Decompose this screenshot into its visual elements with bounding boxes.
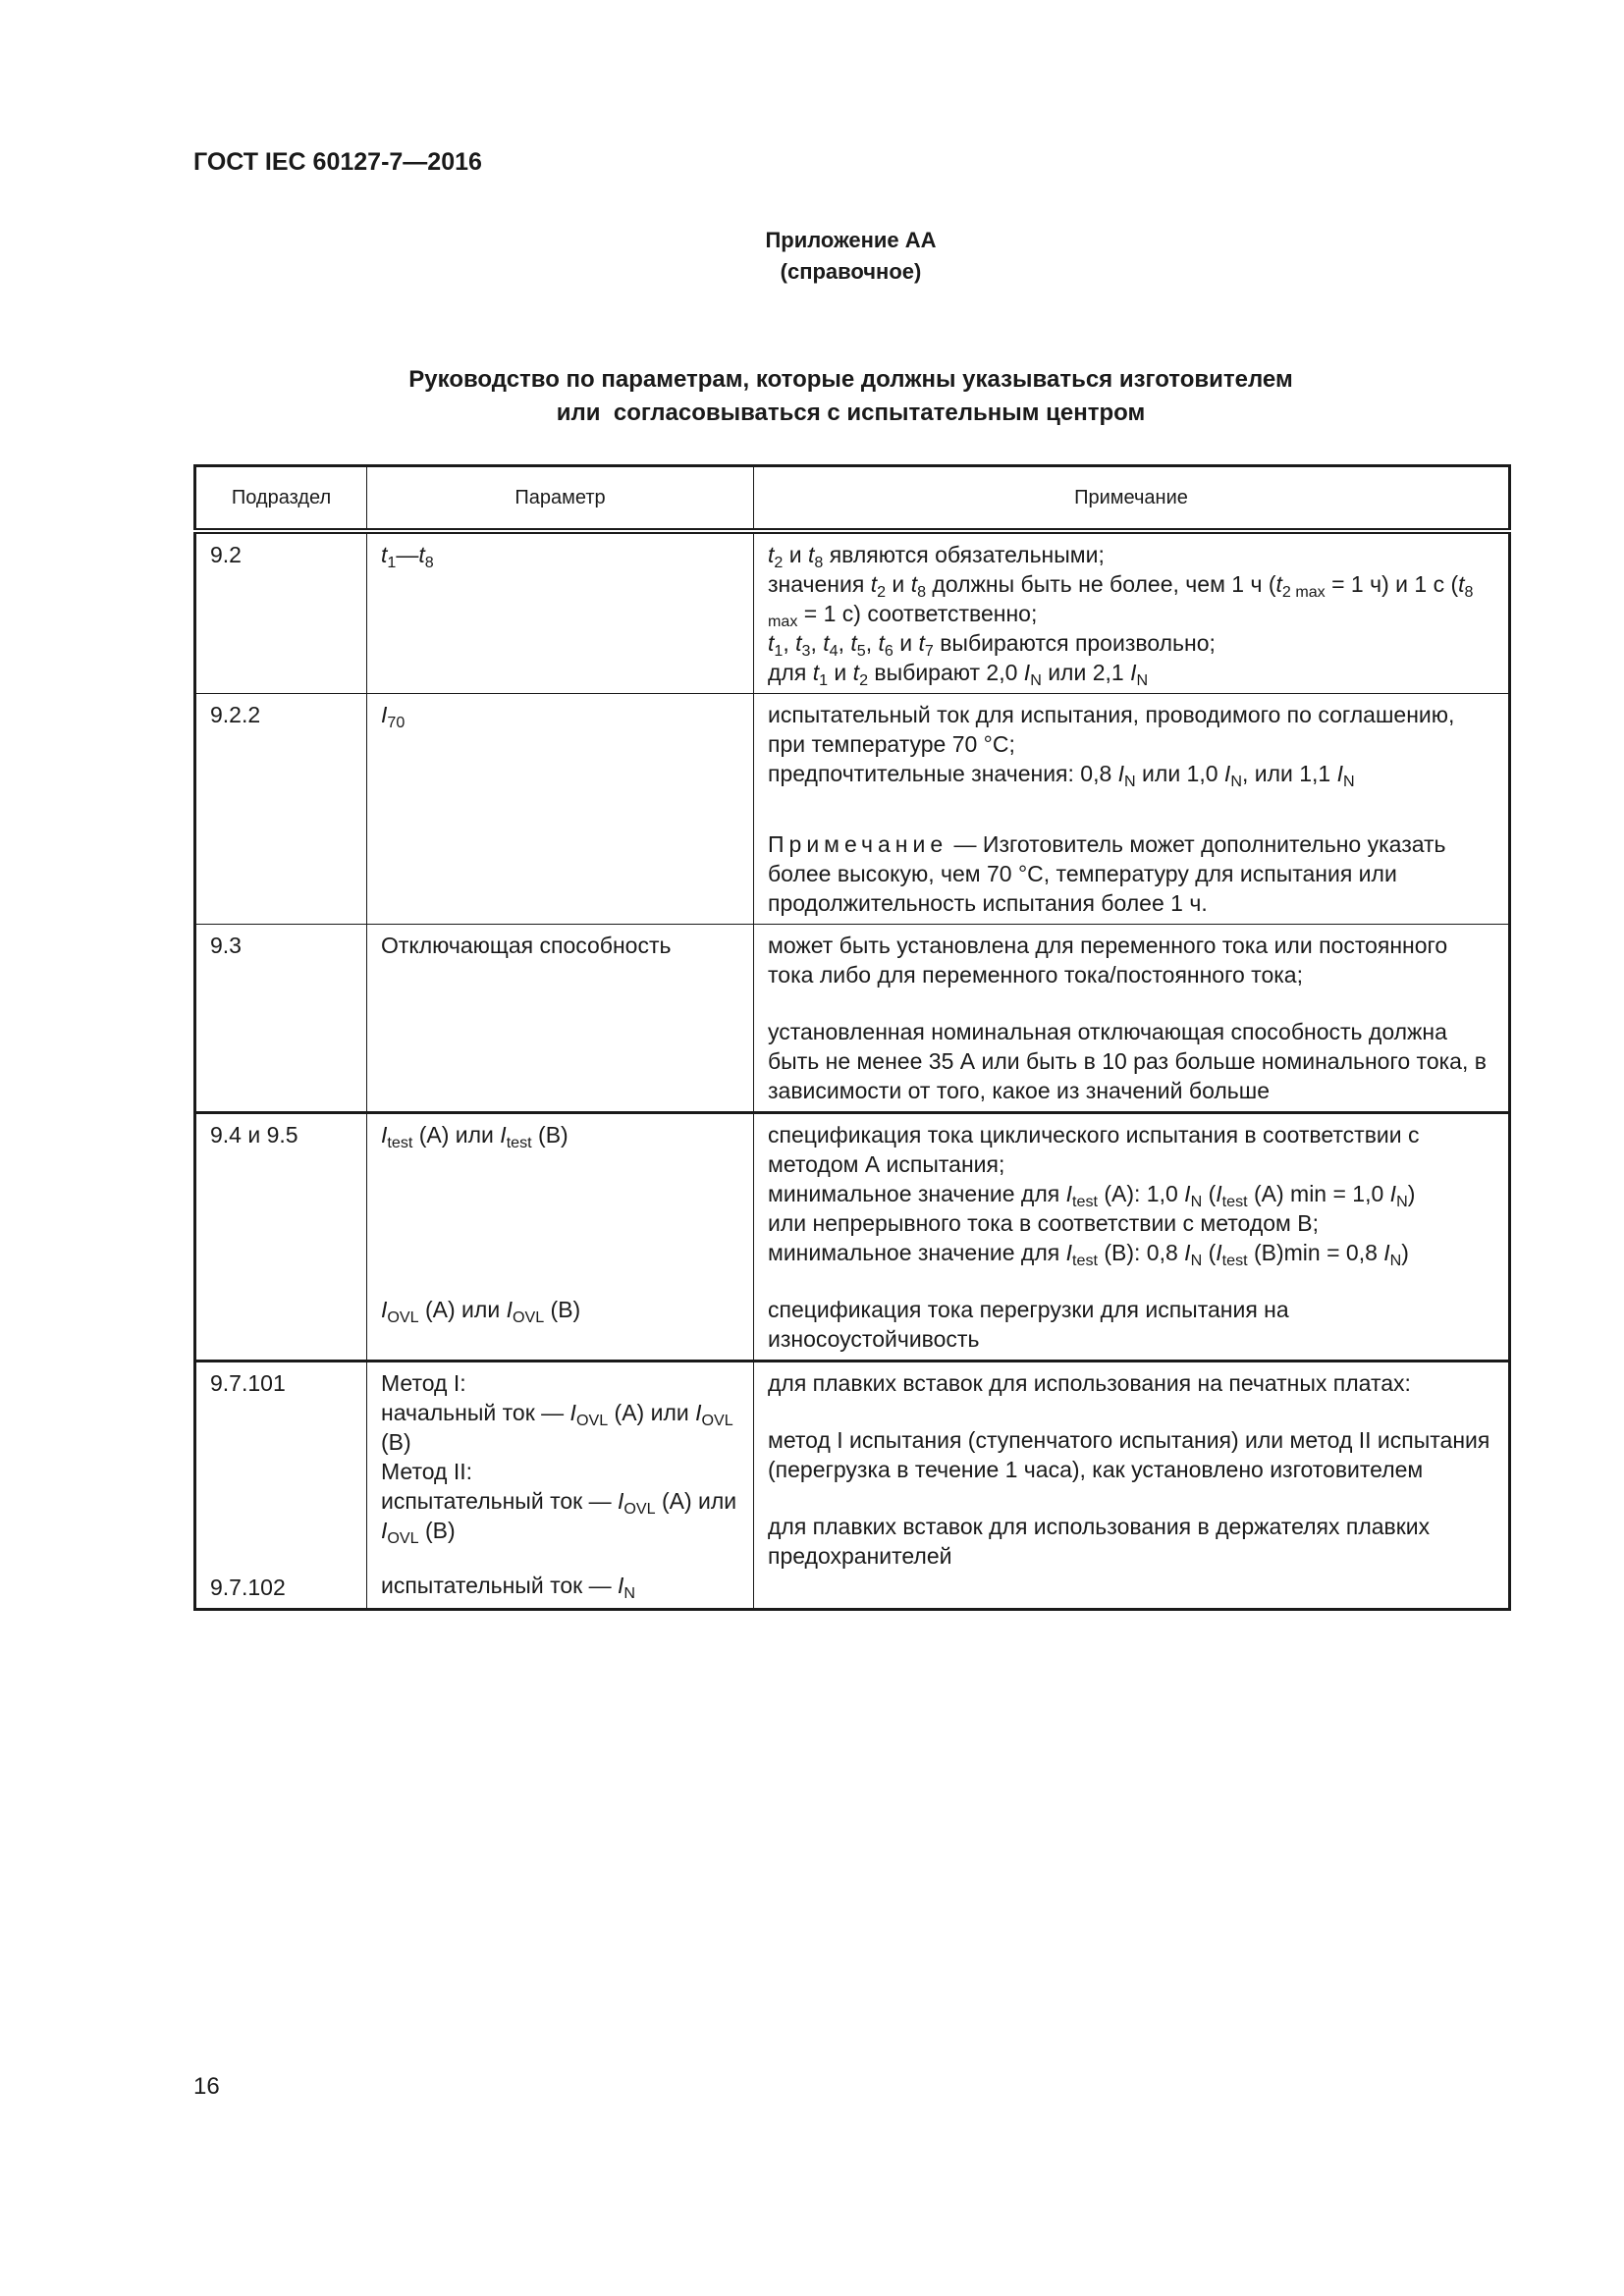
note-line: значения $t_2$ и $t_8$ должны быть не более, чем 1 ч ($t_{2 max} = 1$ ч) и 1 с ($t_{8 max} = 1$ с) соответственно; [768,571,1474,630]
note-line: минимальное значение для $I_{test}$ (A): 1,0 $I_N$ ($I_{test}$ (A) min = 1,0 $I_N$) [768,1181,1416,1210]
remark-text: — Изготовитель может дополнительно указать более высокую, чем 70 °С, температуру для испытания или продолжительность испытания более 1 ч. [768,831,1446,916]
title-line-1: Руководство по параметрам, которые должны указываться изготовителем [408,366,1293,393]
header-subsection: Подраздел [195,466,367,532]
row-parameter [367,694,754,925]
table-row [195,925,1510,1113]
subsection-a: 9.7.101 [210,1370,286,1396]
table-row [195,1113,1510,1362]
param-line: Метод I: [381,1370,466,1396]
row-note [754,531,1510,694]
note-paragraph: спецификация тока перегрузки для испытания на износоустойчивость [768,1297,1289,1352]
appendix-label: Приложение АА [765,228,937,252]
table-row [195,531,1510,694]
note-line: $t_1$, $t_3$, $t_4$, $t_5$, $t_6$ и $t_7$ выбираются произвольно; [768,630,1216,660]
note-paragraph: может быть установлена для переменного тока или постоянного тока либо для переменного тока/постоянного тока; [768,933,1448,988]
row-subsection [195,1362,367,1610]
note-line: или непрерывного тока в соответствии с методом В; [768,1210,1319,1236]
note-paragraph: для плавких вставок для использования на печатных платах: [768,1370,1411,1396]
note-line: для $t_1$ и $t_2$ выбирают 2,0 $I_N$ или 2,1 $I_N$ [768,660,1149,689]
table-row [195,1362,1510,1610]
remark-label: Примечание [768,831,948,857]
parameters-table [193,464,1511,1611]
appendix-type: (справочное) [780,259,922,284]
remark [768,829,1494,918]
header-note: Примечание [754,466,1510,532]
page-number: 16 [193,2073,220,2100]
param-line: начальный ток — $I_{OVL}$ (A) или $I_{OVL}$ (B) [381,1400,733,1455]
row-subsection: 9.4 и 9.5 [195,1113,367,1362]
note-line: спецификация тока циклического испытания в соответствии с методом А испытания; [768,1122,1420,1177]
document-id: ГОСТ IEC 60127-7—2016 [193,148,482,176]
table-header-row [195,466,1510,532]
param-line: испытательный ток — $I_N$ [381,1573,635,1602]
row-note [754,1113,1510,1362]
table-row [195,694,1510,925]
param-formula: $I_{OVL}$ (A) или $I_{OVL}$ (B) [381,1297,581,1326]
row-subsection: 9.2.2 [195,694,367,925]
row-note [754,1362,1510,1610]
row-note [754,694,1510,925]
row-parameter [367,1113,754,1362]
appendix-heading [0,225,1624,288]
note-paragraph: метод I испытания (ступенчатого испытания) или метод II испытания (перегрузка в течение 1 часа), как установлено изготовителем [768,1427,1490,1482]
param-formula: $I_{test}$ (A) или $I_{test}$ (B) [381,1122,568,1151]
note-paragraph: для плавких вставок для использования в держателях плавких предохранителей [768,1514,1431,1569]
note-line: предпочтительные значения: 0,8 $I_N$ или 1,0 $I_N$, или 1,1 $I_N$ [768,761,1355,790]
note-line: $t_2$ и $t_8$ являются обязательными; [768,542,1105,571]
param-formula: $t_1—t_8$ [381,542,434,571]
row-subsection: 9.2 [195,531,367,694]
note-line: минимальное значение для $I_{test}$ (B): 0,8 $I_N$ ($I_{test}$ (B)min = 0,8 $I_N$) [768,1240,1409,1269]
header-parameter: Параметр [367,466,754,532]
note-paragraph: установленная номинальная отключающая способность должна быть не менее 35 А или быть в 10 раз больше номинального тока, в зависимости от того, какое из значений больше [768,1019,1487,1103]
row-subsection: 9.3 [195,925,367,1113]
title-line-2: или согласовываться с испытательным центром [556,400,1146,426]
document-title [0,363,1624,430]
subsection-b: 9.7.102 [210,1575,286,1600]
param-line: Метод II: [381,1459,472,1484]
row-parameter [367,1362,754,1610]
row-parameter [367,531,754,694]
param-line: испытательный ток — $I_{OVL}$ (A) или $I_{OVL}$ (B) [381,1488,737,1547]
note-line: испытательный ток для испытания, проводимого по соглашению, при температуре 70 °С; [768,702,1455,757]
row-parameter: Отключающая способность [367,925,754,1113]
param-formula: $I_{70}$ [381,702,406,731]
row-note [754,925,1510,1113]
